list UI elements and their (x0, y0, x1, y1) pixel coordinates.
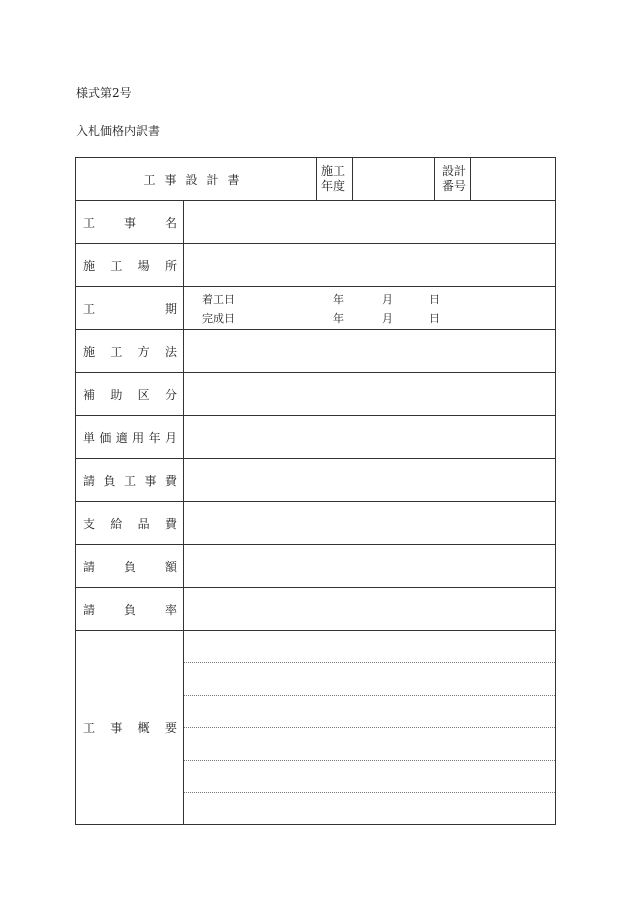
fiscal-year-label-line2: 年度 (321, 179, 346, 193)
label-char: 分 (164, 387, 177, 402)
label-char: 要 (164, 720, 177, 735)
design-char: 書 (227, 172, 249, 187)
row-project-summary (76, 630, 555, 824)
label-char: 負 (123, 602, 136, 617)
design-number-field[interactable] (471, 158, 555, 200)
label-char: 請 (83, 473, 96, 488)
dotted-rule (184, 760, 555, 761)
construction-period-field[interactable] (184, 287, 555, 329)
header-row (76, 158, 555, 201)
design-char: 設 (185, 172, 207, 187)
supplied-goods-cost-field[interactable] (184, 502, 555, 544)
row-label (76, 588, 184, 630)
bid-price-breakdown-table (75, 157, 556, 825)
start-day-unit: 日 (429, 293, 440, 306)
construction-site-field[interactable] (184, 244, 555, 286)
label-char: 品 (137, 516, 150, 531)
label-char: 期 (164, 301, 177, 316)
document-title: 入札価格内訳書 (76, 124, 161, 138)
design-char: 計 (206, 172, 228, 187)
form-number: 様式第2号 (76, 86, 132, 100)
row-construction-site (76, 244, 555, 287)
label-char: 所 (164, 258, 177, 273)
fiscal-year-label (317, 158, 353, 200)
dotted-rule (184, 792, 555, 793)
design-char: 工 (143, 172, 165, 187)
label-char: 事 (144, 473, 157, 488)
label-char: 給 (110, 516, 123, 531)
row-contract-construction-cost (76, 459, 555, 502)
start-year-unit: 年 (333, 293, 344, 306)
label-char: 負 (123, 559, 136, 574)
label-char: 工 (83, 301, 96, 316)
row-subsidy-category (76, 373, 555, 416)
label-char: 補 (83, 387, 96, 402)
row-construction-period (76, 287, 555, 330)
row-unit-price-applicable-month (76, 416, 555, 459)
design-number-label-line1: 設計 (442, 164, 467, 178)
label-char: 方 (137, 344, 150, 359)
label-char: 率 (164, 602, 177, 617)
row-label (76, 201, 184, 243)
unit-price-applicable-month-field[interactable] (184, 416, 555, 458)
row-supplied-goods-cost (76, 502, 555, 545)
row-construction-method (76, 330, 555, 373)
row-label (76, 502, 184, 544)
row-label (76, 416, 184, 458)
label-char: 年 (148, 430, 161, 445)
row-project-name (76, 201, 555, 244)
design-char: 事 (164, 172, 186, 187)
label-char: 工 (83, 720, 96, 735)
label-char: 適 (115, 430, 128, 445)
row-label (76, 244, 184, 286)
contract-amount-field[interactable] (184, 545, 555, 587)
design-document-title (76, 158, 317, 200)
row-label (76, 459, 184, 501)
row-contract-rate (76, 588, 555, 631)
label-char: 費 (164, 516, 177, 531)
design-number-label (435, 158, 471, 200)
contract-rate-field[interactable] (184, 588, 555, 630)
project-summary-field[interactable] (184, 630, 555, 824)
row-label (76, 630, 184, 824)
dotted-rule (184, 662, 555, 663)
contract-construction-cost-field[interactable] (184, 459, 555, 501)
dotted-rule (184, 727, 555, 728)
label-char: 名 (164, 215, 177, 230)
project-name-field[interactable] (184, 201, 555, 243)
label-char: 事 (110, 720, 123, 735)
row-contract-amount (76, 545, 555, 588)
start-date-label: 着工日 (202, 293, 235, 306)
label-char: 事 (123, 215, 136, 230)
label-char: 概 (137, 720, 150, 735)
label-char: 場 (137, 258, 150, 273)
row-label (76, 287, 184, 329)
fiscal-year-field[interactable] (353, 158, 435, 200)
label-char: 施 (83, 258, 96, 273)
row-label (76, 330, 184, 372)
fiscal-year-label-line1: 施工 (321, 164, 346, 178)
end-date-label: 完成日 (202, 312, 235, 325)
label-char: 施 (83, 344, 96, 359)
label-char: 区 (137, 387, 150, 402)
label-char: 費 (164, 473, 177, 488)
label-char: 工 (83, 215, 96, 230)
start-month-unit: 月 (382, 293, 393, 306)
label-char: 負 (103, 473, 116, 488)
design-number-label-line2: 番号 (442, 179, 467, 193)
label-char: 月 (164, 430, 177, 445)
label-char: 請 (83, 602, 96, 617)
label-char: 額 (164, 559, 177, 574)
label-char: 価 (99, 430, 112, 445)
label-char: 工 (123, 473, 136, 488)
end-year-unit: 年 (333, 312, 344, 325)
label-char: 請 (83, 559, 96, 574)
row-label (76, 545, 184, 587)
row-label (76, 373, 184, 415)
label-char: 工 (110, 258, 123, 273)
label-char: 単 (83, 430, 96, 445)
label-char: 助 (110, 387, 123, 402)
construction-method-field[interactable] (184, 330, 555, 372)
dotted-rule (184, 695, 555, 696)
label-char: 法 (164, 344, 177, 359)
label-char: 用 (132, 430, 145, 445)
end-month-unit: 月 (382, 312, 393, 325)
subsidy-category-field[interactable] (184, 373, 555, 415)
end-day-unit: 日 (429, 312, 440, 325)
label-char: 工 (110, 344, 123, 359)
label-char: 支 (83, 516, 96, 531)
